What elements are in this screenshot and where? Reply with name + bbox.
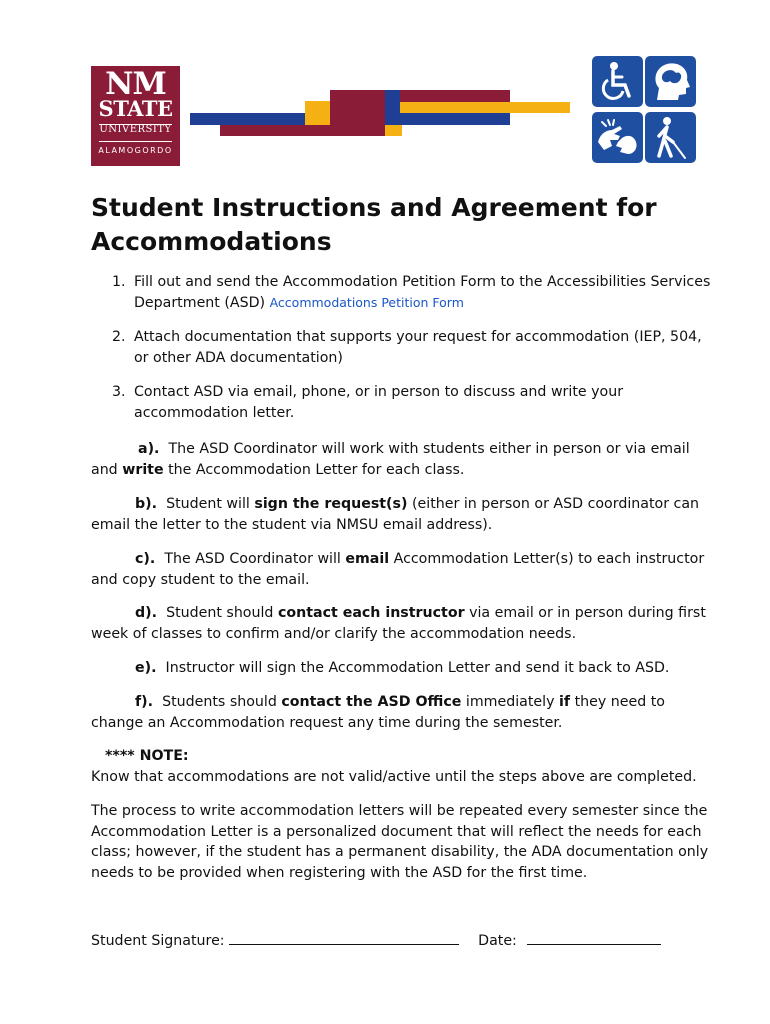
date-field[interactable]: [527, 930, 661, 945]
list-item: [91, 382, 711, 423]
step-number: 3.: [112, 384, 126, 400]
signature-field[interactable]: [229, 930, 459, 945]
logo-state: STATE: [98, 96, 173, 121]
substep-text: (either in person or ASD coordinator can email the letter to the student via NMSU email address).: [91, 496, 700, 533]
step-text: Attach documentation that supports your request for accommodation (IEP, 504, or other ADA documentation): [134, 329, 702, 366]
substep-text: Accommodation Letter(s) to each instructor and copy student to the email.: [91, 551, 705, 588]
substep-text: via email or in person during first week of classes to confirm and/or clarify the accommodation needs.: [91, 605, 706, 642]
substep-label: d).: [135, 605, 158, 621]
logo-rule: [99, 141, 172, 142]
wheelchair-icon: [592, 56, 643, 107]
step-number: 2.: [112, 329, 126, 345]
substep-label: e).: [135, 660, 157, 676]
substep-text: they need to change an Accommodation request any time during the semester.: [91, 694, 665, 731]
steps-list: [91, 272, 711, 437]
decorative-color-bars: [190, 88, 572, 138]
date-label: Date:: [478, 933, 517, 949]
signature-label: Student Signature:: [91, 933, 225, 949]
substep-bold: email: [345, 551, 390, 567]
sign-language-icon: [592, 112, 643, 163]
step-text: Contact ASD via email, phone, or in person to discuss and write your accommodation letter.: [134, 384, 624, 421]
substep-label: a).: [138, 441, 160, 457]
list-item: [91, 327, 711, 368]
nmsu-alamogordo-logo: [91, 66, 180, 166]
page-title: Student Instructions and Agreement for Accommodations: [91, 193, 657, 256]
substep-bold: sign the request(s): [254, 496, 408, 512]
substep-text: The ASD Coordinator will: [164, 551, 341, 567]
process-paragraph: The process to write accommodation letters will be repeated every semester since the Accommodation Letter is a personalized document that will reflect the needs for each class; however, if the student has a permanent disability, the ADA documentation only needs to be provided when registering with the ASD for the first time.: [91, 803, 709, 881]
substep-label: b).: [135, 496, 158, 512]
substep-text: the Accommodation Letter for each class.: [168, 461, 465, 478]
substep-bold: if: [559, 694, 571, 710]
substep-e: [91, 658, 711, 679]
blind-cane-icon: [645, 112, 696, 163]
substep-b: [91, 494, 711, 535]
logo-nm: NM: [105, 66, 166, 102]
substep-text: Students should: [162, 694, 277, 710]
note-heading: **** NOTE:: [105, 748, 189, 764]
substep-f: [91, 692, 711, 733]
substep-text: immediately: [465, 694, 555, 710]
list-item: [91, 272, 711, 313]
substep-text: Student will: [166, 496, 250, 512]
substep-text: Student should: [166, 605, 274, 621]
petition-form-link[interactable]: Accommodations Petition Form: [269, 294, 464, 310]
logo-university: UNIVERSITY: [99, 124, 172, 135]
step-text: Fill out and send the Accommodation Petition Form to the Accessibilities Services Department (ASD): [134, 274, 711, 311]
step-number: 1.: [112, 274, 126, 290]
substep-bold: write: [122, 461, 164, 478]
substep-bold: contact the ASD Office: [281, 694, 462, 710]
note-text: Know that accommodations are not valid/active until the steps above are completed.: [91, 768, 697, 785]
substep-text: The ASD Coordinator will work with students either in person or via email and: [91, 441, 690, 478]
substep-d: [91, 603, 711, 644]
substep-text: Instructor will sign the Accommodation Letter and send it back to ASD.: [165, 660, 670, 676]
substep-bold: contact each instructor: [277, 605, 465, 621]
cognitive-icon: [645, 56, 696, 107]
substep-label: f).: [135, 694, 154, 710]
note-block: [91, 746, 711, 787]
substep-c: [91, 549, 711, 590]
substep-a: [91, 439, 711, 480]
substep-label: c).: [135, 551, 156, 567]
signature-row: [91, 930, 711, 952]
logo-alamogordo: ALAMOGORDO: [98, 146, 173, 155]
